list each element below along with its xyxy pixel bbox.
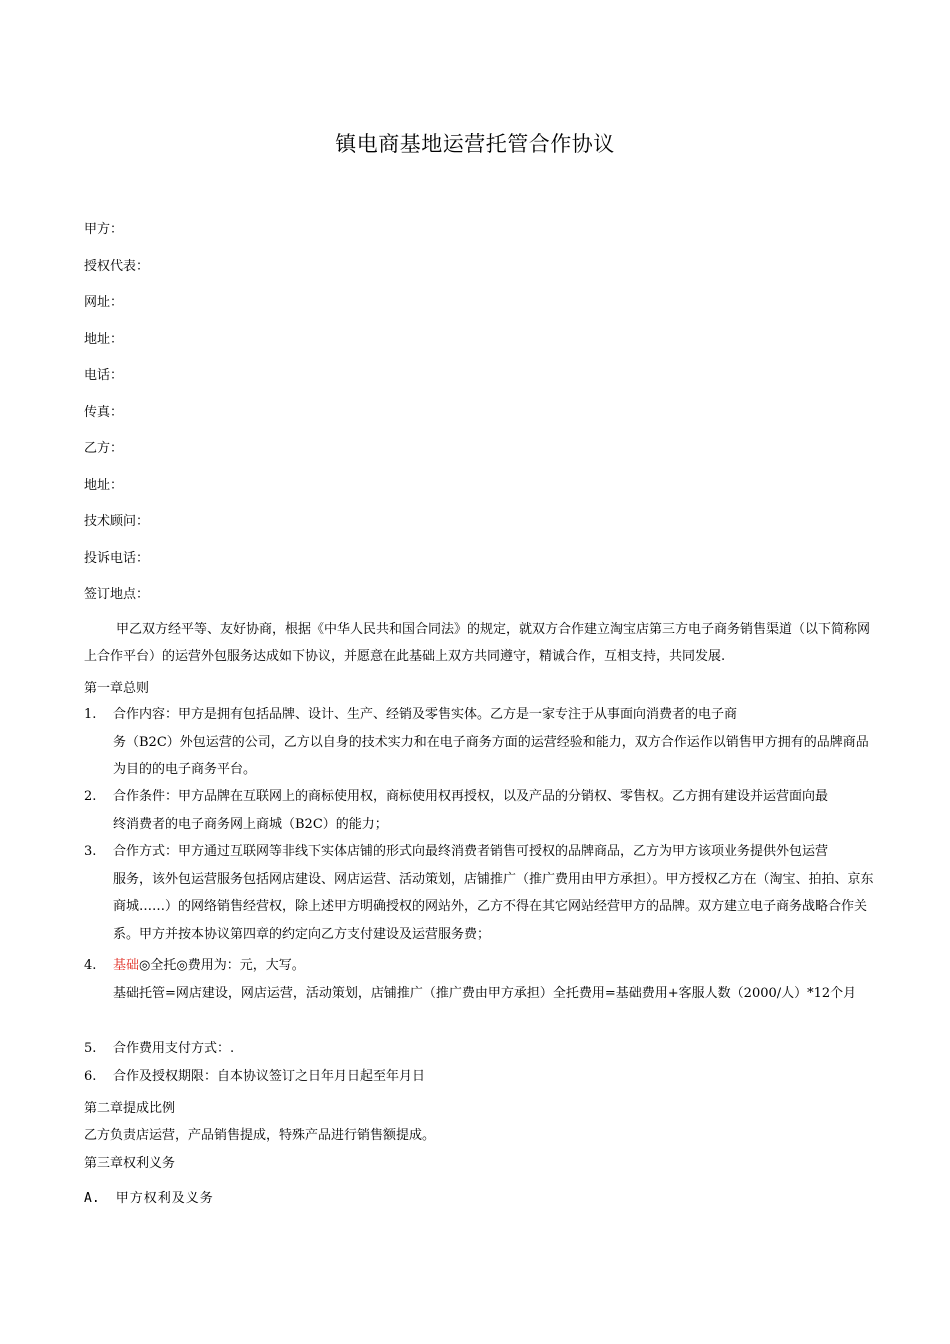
section-a-number: A. <box>84 1191 100 1206</box>
list-item <box>84 952 874 1007</box>
field-party-a: 甲方： <box>84 222 124 237</box>
list-item <box>84 701 874 784</box>
item-number: 5. <box>84 1041 97 1056</box>
document-title: 镇电商基地运营托管合作协议 <box>335 132 615 156</box>
item-number: 3. <box>84 844 97 859</box>
item-text <box>113 838 874 948</box>
list-item <box>84 1035 874 1063</box>
chapter-2-text: 乙方负责店运营，产品销售提成，特殊产品进行销售额提成。 <box>84 1128 436 1143</box>
item-number: 4. <box>84 958 97 973</box>
field-complaint-phone: 投诉电话： <box>84 551 150 566</box>
item-rest: 终消费者的电子商务网上商城（B2C）的能力； <box>113 816 388 832</box>
item-rest: 基础托管=网店建设，网店运营，活动策划，店铺推广（推广费由甲方承担）全托费用=基础费用+客服人数（2000/人）*12个月 <box>113 985 857 1001</box>
chapter-1-heading: 第一章总则 <box>84 681 150 696</box>
intro-paragraph: 甲乙双方经平等、友好协商，根据《中华人民共和国合同法》的规定，就双方合作建立淘宝店第三方电子商务销售渠道（以下简称网上合作平台）的运营外包服务达成如下协议，并愿意在此基础上双方共同遵守，精诚合作，互相支持，共同发展. <box>84 622 871 664</box>
item-text <box>113 1063 874 1091</box>
highlight-basic: 基础 <box>113 958 140 973</box>
list-item <box>84 1063 874 1091</box>
field-authorized-rep: 授权代表： <box>84 259 150 274</box>
item-line1: 合作方式：甲方通过互联网等非线下实体店铺的形式向最终消费者销售可授权的品牌商品，乙方为甲方该项业务提供外包运营 <box>113 844 829 859</box>
item-number: 6. <box>84 1069 97 1084</box>
chapter-3-heading: 第三章权利义务 <box>84 1156 176 1171</box>
field-tech-advisor: 技术顾问： <box>84 514 150 529</box>
field-website: 网址： <box>84 295 124 310</box>
item-line1-text: ◎全托◎费用为：元，大写。 <box>139 958 305 973</box>
item-line1: 合作及授权期限：自本协议签订之日年月日起至年月日 <box>113 1069 426 1084</box>
field-fax: 传真： <box>84 405 124 420</box>
section-a <box>84 1187 214 1206</box>
field-phone: 电话： <box>84 368 124 383</box>
item-rest: 服务，该外包运营服务包括网店建设、网店运营、活动策划，店铺推广（推广费用由甲方承担）。甲方授权乙方在（淘宝、拍拍、京东商城……）的网络销售经营权，除上述甲方明确授权的网站外，乙方不得在其它网站经营甲方的品牌。双方建立电子商务战略合作关系。甲方并按本协议第四章的约定向乙方支付建设及运营服务费； <box>113 871 874 942</box>
item-text <box>113 1035 874 1063</box>
field-party-b: 乙方： <box>84 441 124 456</box>
item-line1: 合作费用支付方式：. <box>113 1041 235 1056</box>
section-a-title: 甲方权利及义务 <box>115 1191 214 1206</box>
chapter-2-heading: 第二章提成比例 <box>84 1101 176 1116</box>
item-text <box>113 952 874 1007</box>
item-number: 1. <box>84 707 97 722</box>
field-address-a: 地址： <box>84 332 124 347</box>
item-line1 <box>113 952 874 980</box>
item-number: 2. <box>84 789 97 804</box>
list-item <box>84 838 874 948</box>
item-line1: 合作内容：甲方是拥有包括品牌、设计、生产、经销及零售实体。乙方是一家专注于从事面向消费者的电子商 <box>113 707 738 722</box>
item-text <box>113 701 874 784</box>
field-signing-place: 签订地点： <box>84 587 150 602</box>
item-line1: 合作条件：甲方品牌在互联网上的商标使用权，商标使用权再授权，以及产品的分销权、零售权。乙方拥有建设并运营面向最 <box>113 789 829 804</box>
item-text <box>113 783 874 838</box>
list-item <box>84 783 874 838</box>
field-address-b: 地址： <box>84 478 124 493</box>
item-rest: 务（B2C）外包运营的公司，乙方以自身的技术实力和在电子商务方面的运营经验和能力，双方合作运作以销售甲方拥有的品牌商品为目的的电子商务平台。 <box>113 734 869 777</box>
